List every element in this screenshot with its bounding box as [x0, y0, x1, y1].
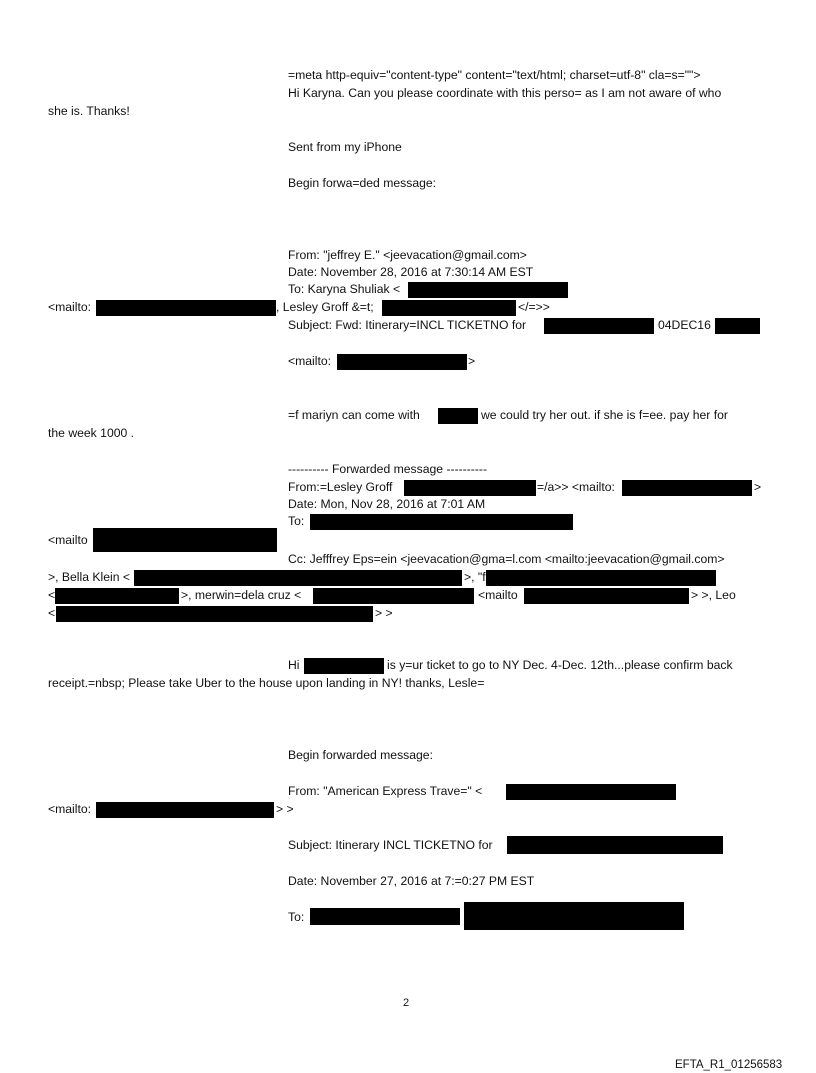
mailto-text: <mailto:: [48, 300, 92, 314]
redaction-box: [408, 282, 568, 298]
cc-text: , Lesley Groff &=t;: [276, 300, 374, 314]
tag-text: > >: [276, 802, 294, 816]
to-line: To:: [288, 514, 305, 528]
cc-line: > >, Leo: [691, 588, 736, 602]
from-line: From:=Lesley Groff: [288, 480, 393, 494]
bates-number: EFTA_R1_01256583: [675, 1059, 783, 1071]
body-line: we could try her out. if she is f=ee. pay her for: [481, 408, 728, 422]
forward-header: Begin forwa=ded message:: [288, 176, 437, 190]
date-line: Date: Mon, Nov 28, 2016 at 7:01 AM: [288, 497, 486, 511]
cc-line: >, "f: [464, 570, 486, 584]
redaction-box: [96, 802, 274, 818]
body-line: Hi Karyna. Can you please coordinate with this perso= as I am not aware of who: [288, 86, 722, 100]
redaction-box: [715, 318, 760, 334]
to-line: To:: [288, 910, 305, 924]
redaction-box: [622, 480, 752, 496]
redaction-box: [486, 570, 716, 586]
mailto-text: <mailto: [48, 533, 88, 547]
redaction-box: [310, 514, 573, 530]
signature-line: Sent from my iPhone: [288, 140, 402, 154]
cc-line: Cc: Jefffrey Eps=ein <jeevacation@gma=l.com <mailto:jeevacation@gmail.com>: [288, 552, 725, 566]
redaction-box: [382, 300, 516, 316]
redaction-box: [55, 588, 179, 604]
body-line: receipt.=nbsp; Please take Uber to the house upon landing in NY! thanks, Lesle=: [48, 676, 485, 690]
mailto-text: <mailto: [478, 588, 518, 602]
redaction-box: [56, 606, 373, 622]
redaction-box: [506, 784, 676, 800]
forward-header: Begin forwarded message:: [288, 748, 433, 762]
body-line: Hi: [288, 658, 300, 672]
body-line: she is. Thanks!: [48, 104, 130, 118]
redaction-box: [313, 588, 474, 604]
forwarded-separator: ---------- Forwarded message ----------: [288, 462, 488, 476]
meta-line: =meta http-equiv="content-type" content="text/html; charset=utf-8" cla=s="">: [288, 68, 701, 82]
tag-text: >: [468, 354, 476, 368]
cc-line: > >: [375, 606, 393, 620]
redaction-box: [438, 408, 478, 424]
body-line: the week 1000 .: [48, 426, 135, 440]
redaction-box: [310, 908, 460, 925]
redaction-box: [507, 836, 723, 854]
subject-line: Subject: Itinerary INCL TICKETNO for: [288, 838, 493, 852]
from-line: From: "American Express Trave=" <: [288, 784, 483, 798]
redaction-box: [464, 902, 684, 930]
cc-line: >, merwin=dela cruz <: [181, 588, 302, 602]
redaction-box: [524, 588, 689, 604]
cc-line: <: [48, 588, 56, 602]
body-line: =f mariyn can come with: [288, 408, 420, 422]
subject-line: Subject: Fwd: Itinerary=INCL TICKETNO for: [288, 318, 527, 332]
redaction-box: [96, 300, 276, 316]
redaction-box: [337, 354, 467, 370]
redaction-box: [93, 528, 277, 552]
body-line: is y=ur ticket to go to NY Dec. 4-Dec. 12th...please confirm back: [387, 658, 733, 672]
to-line: To: Karyna Shuliak <: [288, 282, 401, 296]
tag-text: >: [754, 480, 762, 494]
redaction-box: [404, 480, 536, 496]
cc-line: >, Bella Klein <: [48, 570, 130, 584]
mailto-text: =/a>> <mailto:: [537, 480, 615, 494]
redaction-box: [134, 570, 462, 586]
cc-line: <: [48, 606, 56, 620]
redaction-box: [304, 658, 384, 674]
mailto-text: <mailto:: [288, 354, 332, 368]
redaction-box: [544, 318, 654, 334]
subject-date: 04DEC16: [658, 318, 711, 332]
tag-text: </=>>: [518, 300, 550, 314]
mailto-text: <mailto:: [48, 802, 92, 816]
page-number: 2: [403, 997, 410, 1009]
from-line: From: "jeffrey E." <jeevacation@gmail.com>: [288, 248, 527, 262]
date-line: Date: November 28, 2016 at 7:30:14 AM EST: [288, 265, 534, 279]
date-line: Date: November 27, 2016 at 7:=0:27 PM EST: [288, 874, 535, 888]
